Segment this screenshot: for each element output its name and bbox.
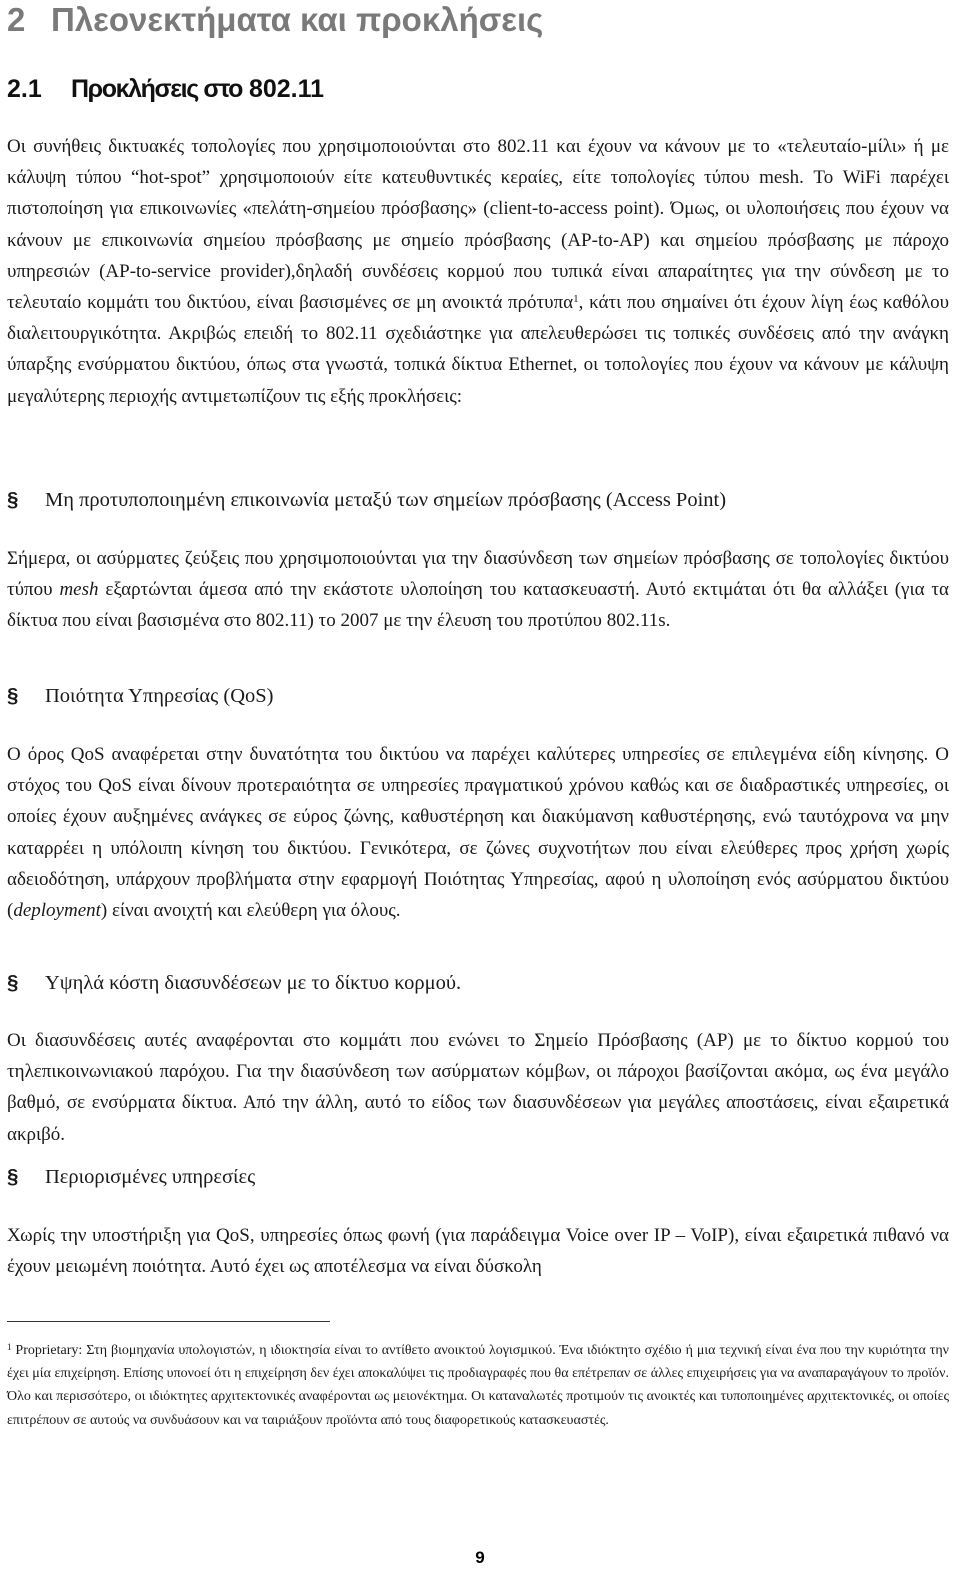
- bullet-item: [7, 1162, 949, 1192]
- bullet-item: [7, 968, 949, 998]
- paragraph-text: Χωρίς την υποστήριξη για QoS, υπηρεσίες όπως φωνή (για παράδειγμα Voice over IP – VoIP), είναι εξαιρετικά πιθανό να έχουν μειωμένη ποιότητα. Αυτό έχει ως αποτέλεσμα να είναι δύσκολη: [7, 1225, 949, 1278]
- chapter-heading: [7, 0, 543, 40]
- footnote: [7, 1339, 949, 1432]
- footnote-marker: 1: [7, 1342, 12, 1352]
- bullet-text: Υψηλά κόστη διασυνδέσεων με το δίκτυο κορμού.: [45, 972, 462, 994]
- footnote-text: Proprietary: Στη βιομηχανία υπολογιστών, η ιδιοκτησία είναι το αντίθετο ανοικτού λογισμικού. Ένα ιδιόκτητο σχέδιο ή μια τεχνική είναι ένα που την κυριότητα την έχει μία επιχείρηση. Επίσης υπονοεί ότι η επιχείρηση δεν έχει αποκαλύψει τις προδιαγραφές που θα επέτρεπαν σε άλλες επιχειρήσεις για να αναπαραγάγουν το προϊόν. Όλο και περισσότερο, οι ιδιόκτητες αρχιτεκτονικές αναφέρονται ως μειονέκτημα. Οι καταναλωτές προτιμούν τις ανοικτές και τυποποιημένες αρχιτεκτονικές, οι οποίες επιτρέπουν σε αυτούς να συνδυάσουν και να ταιριάξουν προϊόντα από τους διαφορετικούς κατασκευαστές.: [7, 1343, 949, 1428]
- page-number: 9: [475, 1548, 485, 1567]
- bullet-text: Ποιότητα Υπηρεσίας (QoS): [45, 685, 274, 707]
- chapter-number: 2: [7, 1, 26, 38]
- bullet-item: [7, 485, 949, 515]
- paragraph-text: Ο όρος QoS αναφέρεται στην δυνατότητα του δικτύου να παρέχει καλύτερες υπηρεσίες σε επιλεγμένα είδη κίνησης. Ο στόχος του QoS είναι δίνουν προτεραιότητα σε υπηρεσίες πραγματικού χρόνου καθώς και σε διαδραστικές υπηρεσίες, οι οποίες έχουν αυξημένες ανάγκες σε εύρος ζώνης, καθυστέρηση και διακύμανση καθυστέρησης, ενώ ταυτόχρονα να μην καταρρέει η υπόλοιπη κίνηση του δικτύου. Γενικότερα, σε ζώνες συχνοτήτων που είναι ελεύθερες προς χρήση χωρίς αδειοδότηση, υπάρχουν προβλήματα στην εφαρμογή Ποιότητας Υπηρεσίας, αφού η υλοποίηση ενός ασύρματου δικτύου (: [7, 744, 949, 922]
- section-number: 2.1: [7, 75, 42, 103]
- section-sign-icon: §: [7, 488, 19, 511]
- paragraph-text: Σήμερα, οι ασύρματες ζεύξεις που χρησιμοποιούνται για την διασύνδεση των σημείων πρόσβασης σε τοπολογίες δικτύου τύπου: [7, 548, 949, 601]
- bullet-text: Περιορισμένες υπηρεσίες: [45, 1166, 256, 1188]
- body-paragraph: [7, 1025, 949, 1150]
- paragraph-text: ) είναι ανοιχτή και ελεύθερη για όλους.: [100, 900, 401, 922]
- bullet-text: Μη προτυποποιημένη επικοινωνία μεταξύ των σημείων πρόσβασης (Access Point): [45, 489, 727, 511]
- chapter-title: Πλεονεκτήματα και προκλήσεις: [51, 1, 544, 38]
- body-paragraph: [7, 1220, 949, 1282]
- intro-text-part2: , κάτι που σημαίνει ότι έχουν λίγη έως καθόλου διαλειτουργικότητα. Ακριβώς επειδή το 802.11 σχεδιάστηκε για απελευθερώσει τις τοπικές συνδέσεις από την ανάγκη ύπαρξης ενσύρματου δικτύου, όπως στα γνωστά, τοπικά δίκτυα Ethernet, οι τοπολογίες που έχουν να κάνουν με κάλυψη μεγαλύτερης περιοχής αντιμετωπίζουν τις εξής προκλήσεις:: [7, 292, 950, 407]
- emphasis-text: mesh: [59, 579, 99, 601]
- body-paragraph: [7, 543, 949, 637]
- paragraph-text: εξαρτώνται άμεσα από την εκάστοτε υλοποίηση του κατασκευαστή. Αυτό εκτιμάται ότι θα αλλάξει (για τα δίκτυα που είναι βασισμένα στο 802.11) το 2007 με την έλευση του προτύπου 802.11s.: [7, 579, 950, 632]
- emphasis-text: deployment: [13, 900, 101, 922]
- paragraph-text: Οι διασυνδέσεις αυτές αναφέρονται στο κομμάτι που ενώνει το Σημείο Πρόσβασης (AP) με το δίκτυο κορμού του τηλεπικοινωνιακού παρόχου. Για την διασύνδεση των ασύρματων κόμβων, οι πάροχοι βασίζονται ακόμα, ως ένα μεγάλο βαθμό, σε ενσύρματα δίκτυα. Από την άλλη, αυτό το είδος των διασυνδέσεων για μεγάλες αποστάσεις, είναι εξαιρετικά ακριβό.: [7, 1030, 949, 1145]
- footnote-reference: 1: [573, 293, 579, 306]
- section-title: Προκλήσεις στο: [71, 75, 243, 103]
- section-sign-icon: §: [7, 971, 19, 994]
- section-sign-icon: §: [7, 684, 19, 707]
- intro-paragraph: [7, 131, 949, 412]
- intro-text-part1: Οι συνήθεις δικτυακές τοπολογίες που χρησιμοποιούνται στο 802.11 και έχουν να κάνουν με το «τελευταίο-μίλι» ή με κάλυψη τύπου “hot-spot” χρησιμοποιούν είτε κατευθυντικές κεραίες, είτε τοπολογίες τύπου mesh. Το WiFi παρέχει πιστοποίηση για επικοινωνίες «πελάτη-σημείου πρόσβασης» (client-to-access point). Όμως, οι υλοποιήσεις που έχουν να κάνουν με επικοινωνία σημείου πρόσβασης με σημείο πρόσβασης (AP-to-AP) και σημείου πρόσβασης με πάροχο υπηρεσιών (AP-to-service provider),δηλαδή συνδέσεις κορμού που τυπικά είναι απαραίτητες για την σύνδεση με το τελευταίο κομμάτι του δικτύου, είναι βασισμένες σε μη ανοικτά πρότυπα: [7, 136, 949, 314]
- section-heading: [7, 72, 324, 106]
- footnote-separator: [7, 1321, 330, 1322]
- bullet-item: [7, 681, 949, 711]
- section-sign-icon: §: [7, 1165, 19, 1188]
- body-paragraph: [7, 739, 949, 926]
- section-title-standard: 802.11: [248, 75, 325, 103]
